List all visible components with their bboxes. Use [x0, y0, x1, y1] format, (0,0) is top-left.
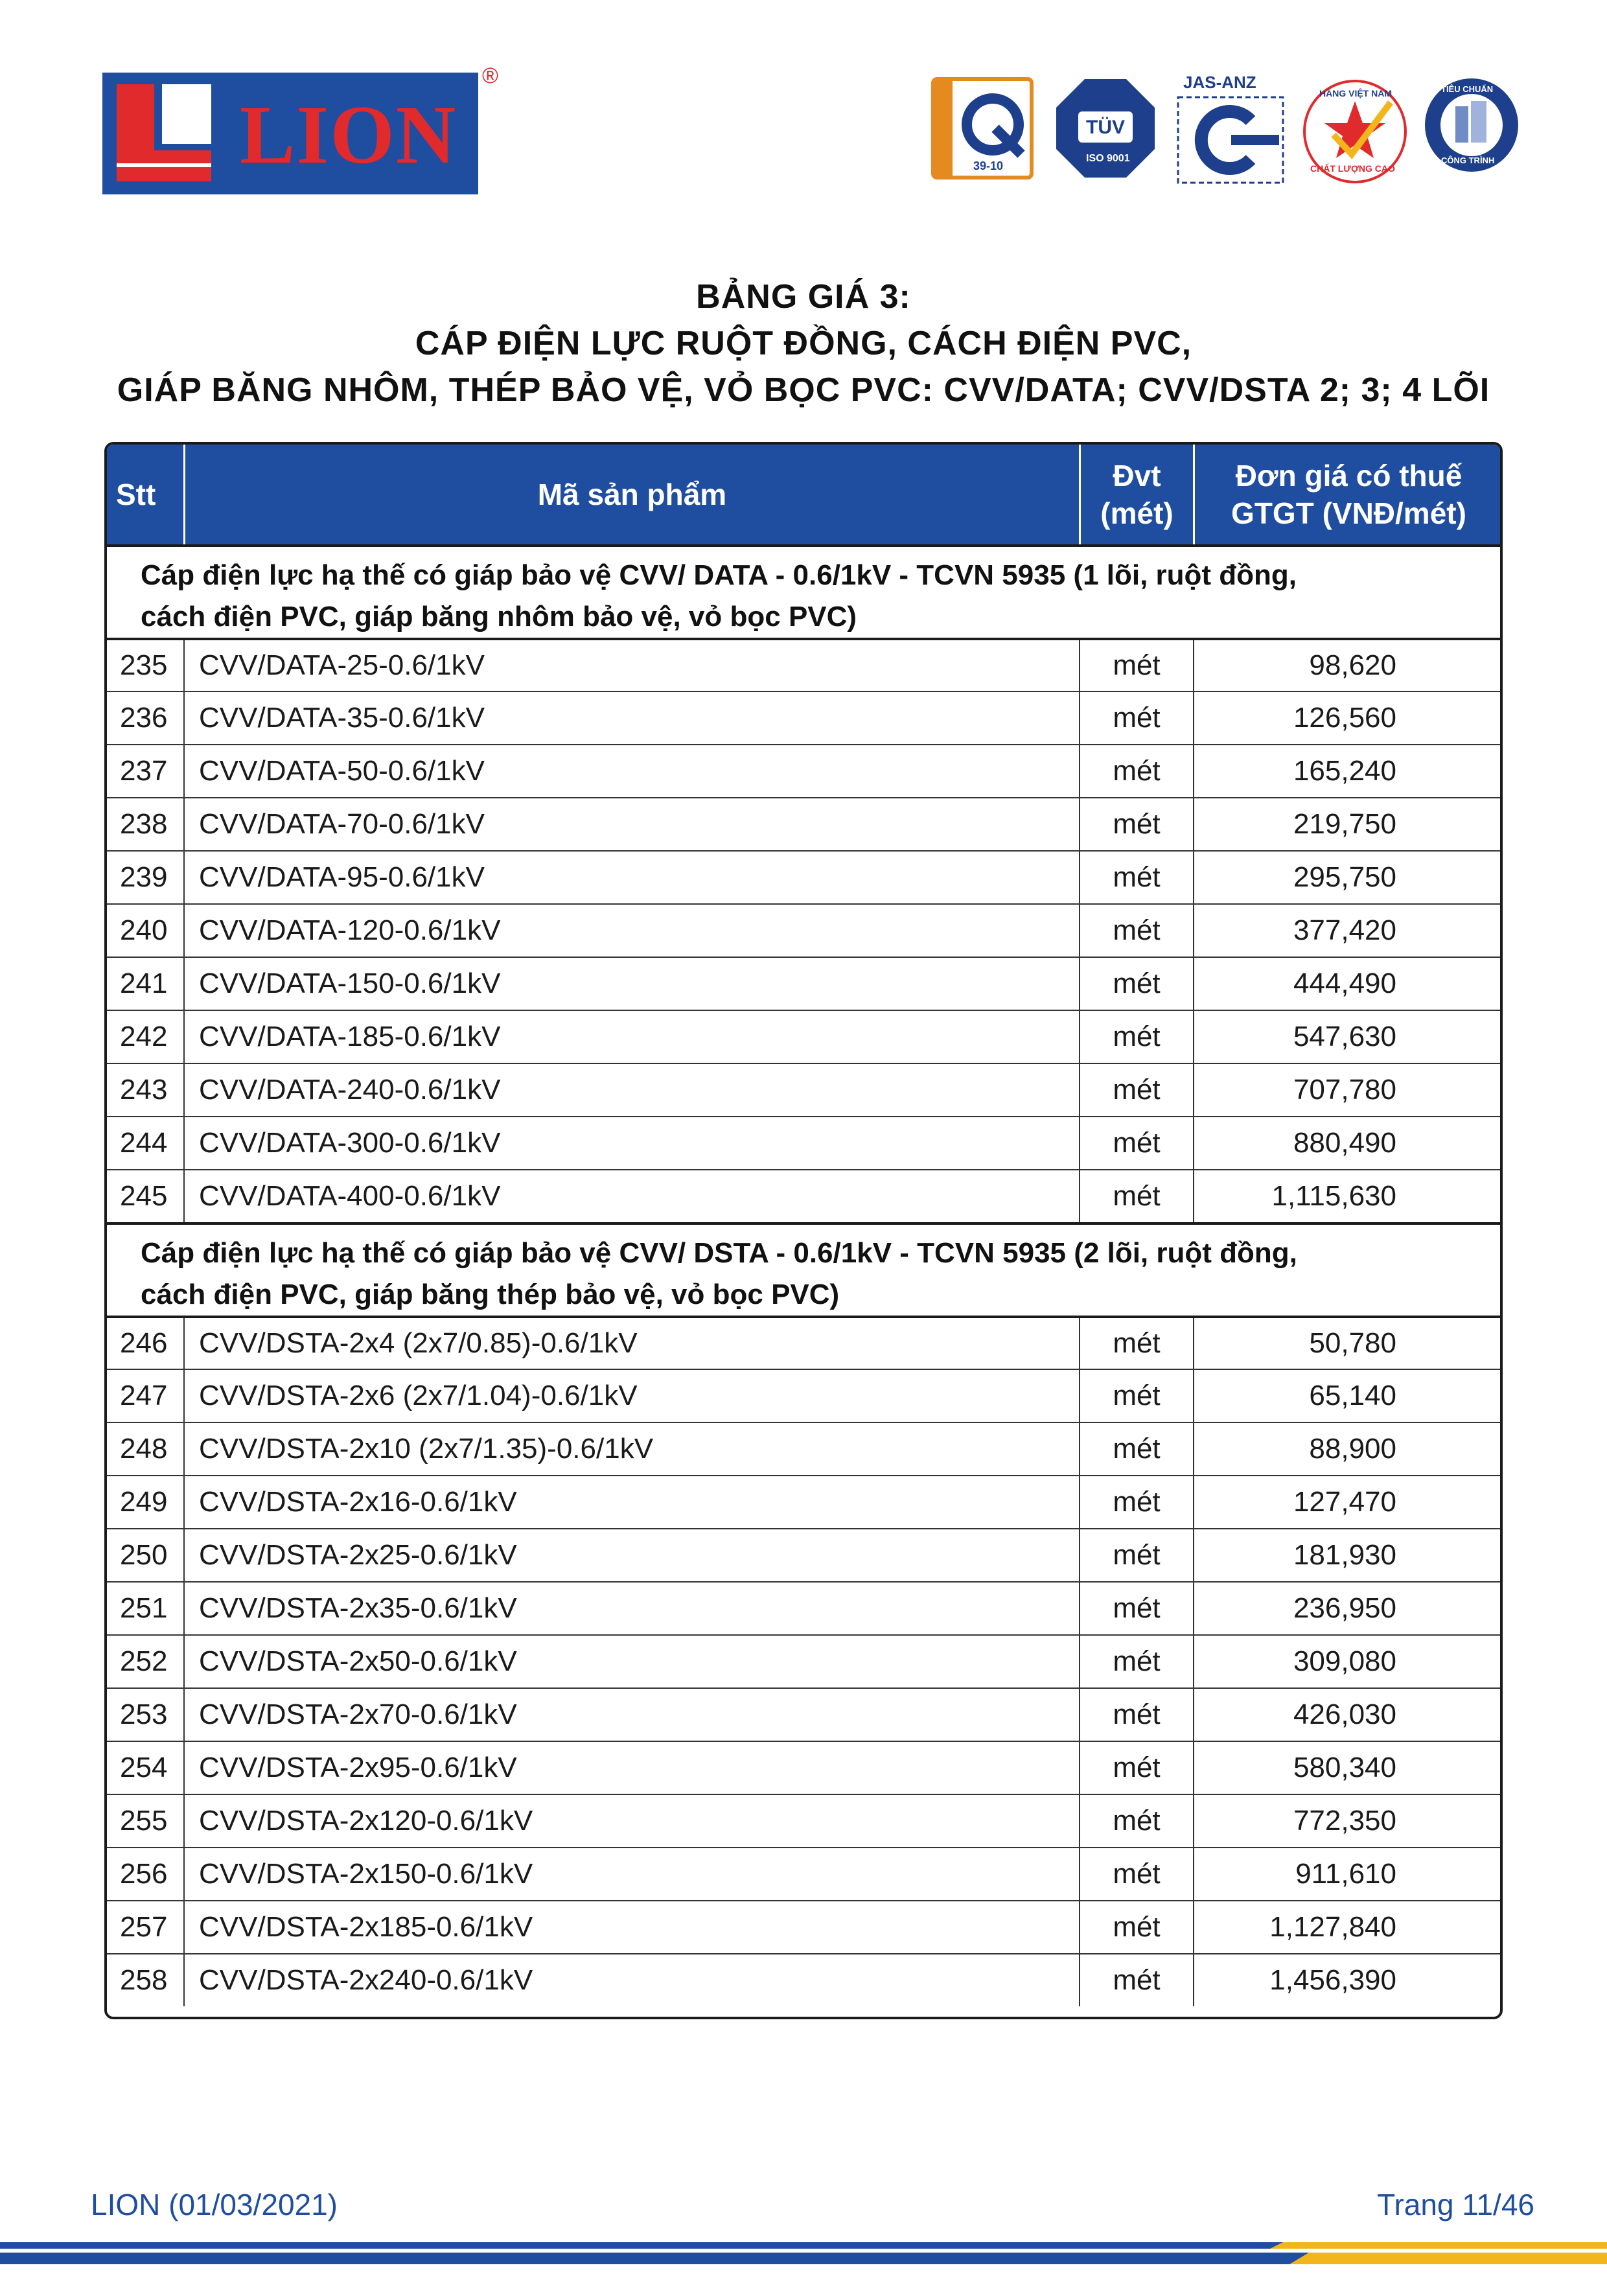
header-dvt: [1079, 445, 1193, 544]
table-row: [107, 691, 1500, 744]
cell-stt: 246: [120, 1327, 168, 1359]
cell-stt: 254: [120, 1752, 168, 1783]
cell-ma-san-pham: CVV/DSTA-2x4 (2x7/0.85)-0.6/1kV: [183, 1318, 1079, 1369]
cell-dvt: mét: [1079, 1901, 1193, 1953]
cell-ma-san-pham: CVV/DATA-150-0.6/1kV: [183, 958, 1079, 1010]
hang-viet-nam-chat-luong-cao-logo: [1300, 76, 1410, 187]
table-row: [107, 744, 1500, 797]
table-row: [107, 1475, 1500, 1528]
cell-stt: 235: [120, 649, 168, 681]
table-row: [107, 1369, 1500, 1422]
cell-ma-san-pham: CVV/DATA-120-0.6/1kV: [183, 905, 1079, 957]
logo-text: LION: [240, 89, 457, 181]
cell-ma-san-pham: CVV/DSTA-2x6 (2x7/1.04)-0.6/1kV: [183, 1370, 1079, 1422]
cell-stt: 236: [120, 702, 168, 734]
cell-dvt: mét: [1079, 1583, 1193, 1634]
cell-dvt: mét: [1079, 1117, 1193, 1169]
iso-label: ISO 9001: [1086, 153, 1130, 164]
cell-don-gia: 98,620: [1193, 640, 1503, 691]
table-row: [107, 903, 1500, 957]
cell-stt: 240: [120, 914, 168, 946]
cell-dvt: mét: [1079, 1011, 1193, 1063]
footer-stripe: [0, 2233, 1607, 2272]
cell-don-gia: 880,490: [1193, 1117, 1503, 1169]
table-row: [107, 1528, 1500, 1581]
cell-ma-san-pham: CVV/DSTA-2x185-0.6/1kV: [183, 1901, 1079, 1953]
cell-don-gia: 309,080: [1193, 1636, 1503, 1687]
cell-don-gia: 772,350: [1193, 1795, 1503, 1847]
cell-ma-san-pham: CVV/DATA-50-0.6/1kV: [183, 745, 1079, 797]
title-line-2: CÁP ĐIỆN LỰC RUỘT ĐỒNG, CÁCH ĐIỆN PVC,: [415, 325, 1192, 362]
table-row: [107, 850, 1500, 903]
certification-badges: [931, 73, 1501, 187]
cell-ma-san-pham: CVV/DATA-300-0.6/1kV: [183, 1117, 1079, 1169]
cell-stt: 248: [120, 1433, 168, 1465]
cell-don-gia: 1,456,390: [1193, 1954, 1503, 2006]
cell-dvt: mét: [1079, 1318, 1193, 1369]
table-row: [107, 1422, 1500, 1475]
table-row: [107, 957, 1500, 1010]
cell-stt: 241: [120, 968, 168, 999]
table-row: [107, 1687, 1500, 1741]
cell-stt: 251: [120, 1592, 168, 1624]
cell-dvt: mét: [1079, 1689, 1193, 1741]
header-dvt-line2: (mét): [1100, 496, 1173, 530]
cell-stt: 245: [120, 1180, 168, 1212]
section-title-line1: Cáp điện lực hạ thế có giáp bảo vệ CVV/ DATA - 0.6/1kV - TCVN 5935 (1 lõi, ruột đồng,: [141, 559, 1297, 591]
cell-don-gia: 547,630: [1193, 1011, 1503, 1063]
cell-dvt: mét: [1079, 640, 1193, 691]
cell-stt: 257: [120, 1911, 168, 1943]
table-row: [107, 1900, 1500, 1953]
cell-don-gia: 236,950: [1193, 1583, 1503, 1634]
hvn-label-top: HÀNG VIỆT NAM: [1319, 88, 1392, 99]
cell-dvt: mét: [1079, 1064, 1193, 1116]
header-stt: Stt: [116, 478, 156, 511]
table-row: [107, 1953, 1500, 2006]
header-gia-line2: GTGT (VNĐ/mét): [1231, 496, 1466, 530]
cell-dvt: mét: [1079, 745, 1193, 797]
tcct-label-bottom: CÔNG TRÌNH: [1441, 156, 1495, 165]
header-dvt-line1: Đvt: [1113, 459, 1161, 493]
table-row: [107, 1741, 1500, 1794]
cell-stt: 249: [120, 1486, 168, 1518]
jas-anz-icon: [1175, 95, 1286, 185]
header-ma-san-pham: Mã sản phẩm: [183, 445, 1079, 544]
table-row: [107, 1847, 1500, 1900]
section-title: [107, 1222, 1500, 1316]
tcct-label-top: TIÊU CHUẨN: [1441, 84, 1494, 94]
cell-ma-san-pham: CVV/DSTA-2x25-0.6/1kV: [183, 1529, 1079, 1581]
cell-dvt: mét: [1079, 1848, 1193, 1900]
table-row: [107, 1581, 1500, 1634]
cell-stt: 252: [120, 1645, 168, 1677]
cell-dvt: mét: [1079, 1954, 1193, 2006]
cell-ma-san-pham: CVV/DATA-400-0.6/1kV: [183, 1170, 1079, 1222]
lion-l-mark-icon: [102, 73, 225, 194]
cell-don-gia: 1,115,630: [1193, 1170, 1503, 1222]
cell-don-gia: 219,750: [1193, 798, 1503, 850]
cell-don-gia: 50,780: [1193, 1318, 1503, 1369]
cell-dvt: mét: [1079, 1170, 1193, 1222]
tuv-label: TÜV: [1086, 117, 1125, 138]
cell-don-gia: 295,750: [1193, 852, 1503, 903]
cell-stt: 242: [120, 1021, 168, 1052]
section-title-line1: Cáp điện lực hạ thế có giáp bảo vệ CVV/ DSTA - 0.6/1kV - TCVN 5935 (2 lõi, ruột đồng,: [141, 1237, 1297, 1269]
section-title: [107, 544, 1500, 638]
title-line-3: GIÁP BĂNG NHÔM, THÉP BẢO VỆ, VỎ BỌC PVC: CVV/DATA; CVV/DSTA 2; 3; 4 LÕI: [117, 371, 1490, 409]
cell-dvt: mét: [1079, 692, 1193, 744]
registered-mark: ®: [482, 64, 499, 88]
cell-stt: 244: [120, 1127, 168, 1159]
cell-don-gia: 88,900: [1193, 1423, 1503, 1475]
tieu-chuan-cong-trinh-logo: [1423, 76, 1520, 174]
cell-stt: 256: [120, 1858, 168, 1890]
cell-stt: 247: [120, 1380, 168, 1411]
quatest-3-logo: [931, 76, 1034, 180]
table-row: [107, 1010, 1500, 1063]
footer-page-number: Trang 11/46: [1377, 2188, 1534, 2221]
cell-don-gia: 707,780: [1193, 1064, 1503, 1116]
table-row: [107, 1063, 1500, 1116]
cell-ma-san-pham: CVV/DATA-35-0.6/1kV: [183, 692, 1079, 744]
cell-ma-san-pham: CVV/DSTA-2x70-0.6/1kV: [183, 1689, 1079, 1741]
cell-stt: 250: [120, 1539, 168, 1571]
quatest-code: 39-10: [973, 159, 1004, 172]
hvn-label-bottom: CHẤT LƯỢNG CAO: [1310, 163, 1395, 174]
jas-anz-logo: [1175, 73, 1286, 187]
cell-ma-san-pham: CVV/DATA-25-0.6/1kV: [183, 640, 1079, 691]
cell-don-gia: 1,127,840: [1193, 1901, 1503, 1953]
cell-don-gia: 444,490: [1193, 958, 1503, 1010]
table-row: [107, 1634, 1500, 1687]
lion-logo: [102, 64, 499, 194]
cell-don-gia: 65,140: [1193, 1370, 1503, 1422]
cell-don-gia: 127,470: [1193, 1476, 1503, 1528]
table-row: [107, 1316, 1500, 1369]
tuv-iso-9001-logo: [1054, 76, 1157, 180]
cell-ma-san-pham: CVV/DSTA-2x16-0.6/1kV: [183, 1476, 1079, 1528]
table-header: [107, 445, 1500, 544]
cell-ma-san-pham: CVV/DATA-185-0.6/1kV: [183, 1011, 1079, 1063]
table-row: [107, 1116, 1500, 1169]
cell-ma-san-pham: CVV/DATA-95-0.6/1kV: [183, 852, 1079, 903]
cell-ma-san-pham: CVV/DSTA-2x150-0.6/1kV: [183, 1848, 1079, 1900]
cell-ma-san-pham: CVV/DSTA-2x50-0.6/1kV: [183, 1636, 1079, 1687]
cell-ma-san-pham: CVV/DATA-70-0.6/1kV: [183, 798, 1079, 850]
cell-stt: 255: [120, 1805, 168, 1837]
footer-document-date: LION (01/03/2021): [91, 2188, 338, 2221]
cell-dvt: mét: [1079, 958, 1193, 1010]
cell-stt: 243: [120, 1074, 168, 1106]
cell-ma-san-pham: CVV/DSTA-2x95-0.6/1kV: [183, 1742, 1079, 1794]
cell-don-gia: 126,560: [1193, 692, 1503, 744]
section-title-line2: cách điện PVC, giáp băng thép bảo vệ, vỏ bọc PVC): [141, 1279, 840, 1310]
cell-don-gia: 165,240: [1193, 745, 1503, 797]
cell-dvt: mét: [1079, 1370, 1193, 1422]
cell-stt: 238: [120, 808, 168, 840]
price-table: [104, 442, 1503, 2019]
header-gia-line1: Đơn giá có thuế: [1235, 459, 1462, 493]
title-line-1: BẢNG GIÁ 3:: [696, 278, 911, 316]
cell-ma-san-pham: CVV/DSTA-2x120-0.6/1kV: [183, 1795, 1079, 1847]
table-row: [107, 638, 1500, 691]
cell-ma-san-pham: CVV/DATA-240-0.6/1kV: [183, 1064, 1079, 1116]
cell-dvt: mét: [1079, 1529, 1193, 1581]
table-row: [107, 1169, 1500, 1222]
cell-dvt: mét: [1079, 1742, 1193, 1794]
cell-dvt: mét: [1079, 1423, 1193, 1475]
cell-stt: 258: [120, 1964, 168, 1996]
cell-dvt: mét: [1079, 798, 1193, 850]
cell-ma-san-pham: CVV/DSTA-2x240-0.6/1kV: [183, 1954, 1079, 2006]
cell-don-gia: 377,420: [1193, 905, 1503, 957]
cell-dvt: mét: [1079, 1795, 1193, 1847]
cell-stt: 237: [120, 755, 168, 787]
table-row: [107, 1794, 1500, 1847]
cell-dvt: mét: [1079, 852, 1193, 903]
cell-don-gia: 181,930: [1193, 1529, 1503, 1581]
cell-ma-san-pham: CVV/DSTA-2x10 (2x7/1.35)-0.6/1kV: [183, 1423, 1079, 1475]
cell-dvt: mét: [1079, 1476, 1193, 1528]
cell-ma-san-pham: CVV/DSTA-2x35-0.6/1kV: [183, 1583, 1079, 1634]
cell-dvt: mét: [1079, 905, 1193, 957]
cell-don-gia: 580,340: [1193, 1742, 1503, 1794]
table-row: [107, 797, 1500, 850]
cell-dvt: mét: [1079, 1636, 1193, 1687]
section-title-line2: cách điện PVC, giáp băng nhôm bảo vệ, vỏ bọc PVC): [141, 601, 857, 632]
jas-anz-label: JAS-ANZ: [1183, 73, 1256, 92]
cell-don-gia: 426,030: [1193, 1689, 1503, 1741]
header-don-gia: [1193, 445, 1503, 544]
cell-stt: 253: [120, 1699, 168, 1730]
cell-don-gia: 911,610: [1193, 1848, 1503, 1900]
cell-stt: 239: [120, 861, 168, 893]
